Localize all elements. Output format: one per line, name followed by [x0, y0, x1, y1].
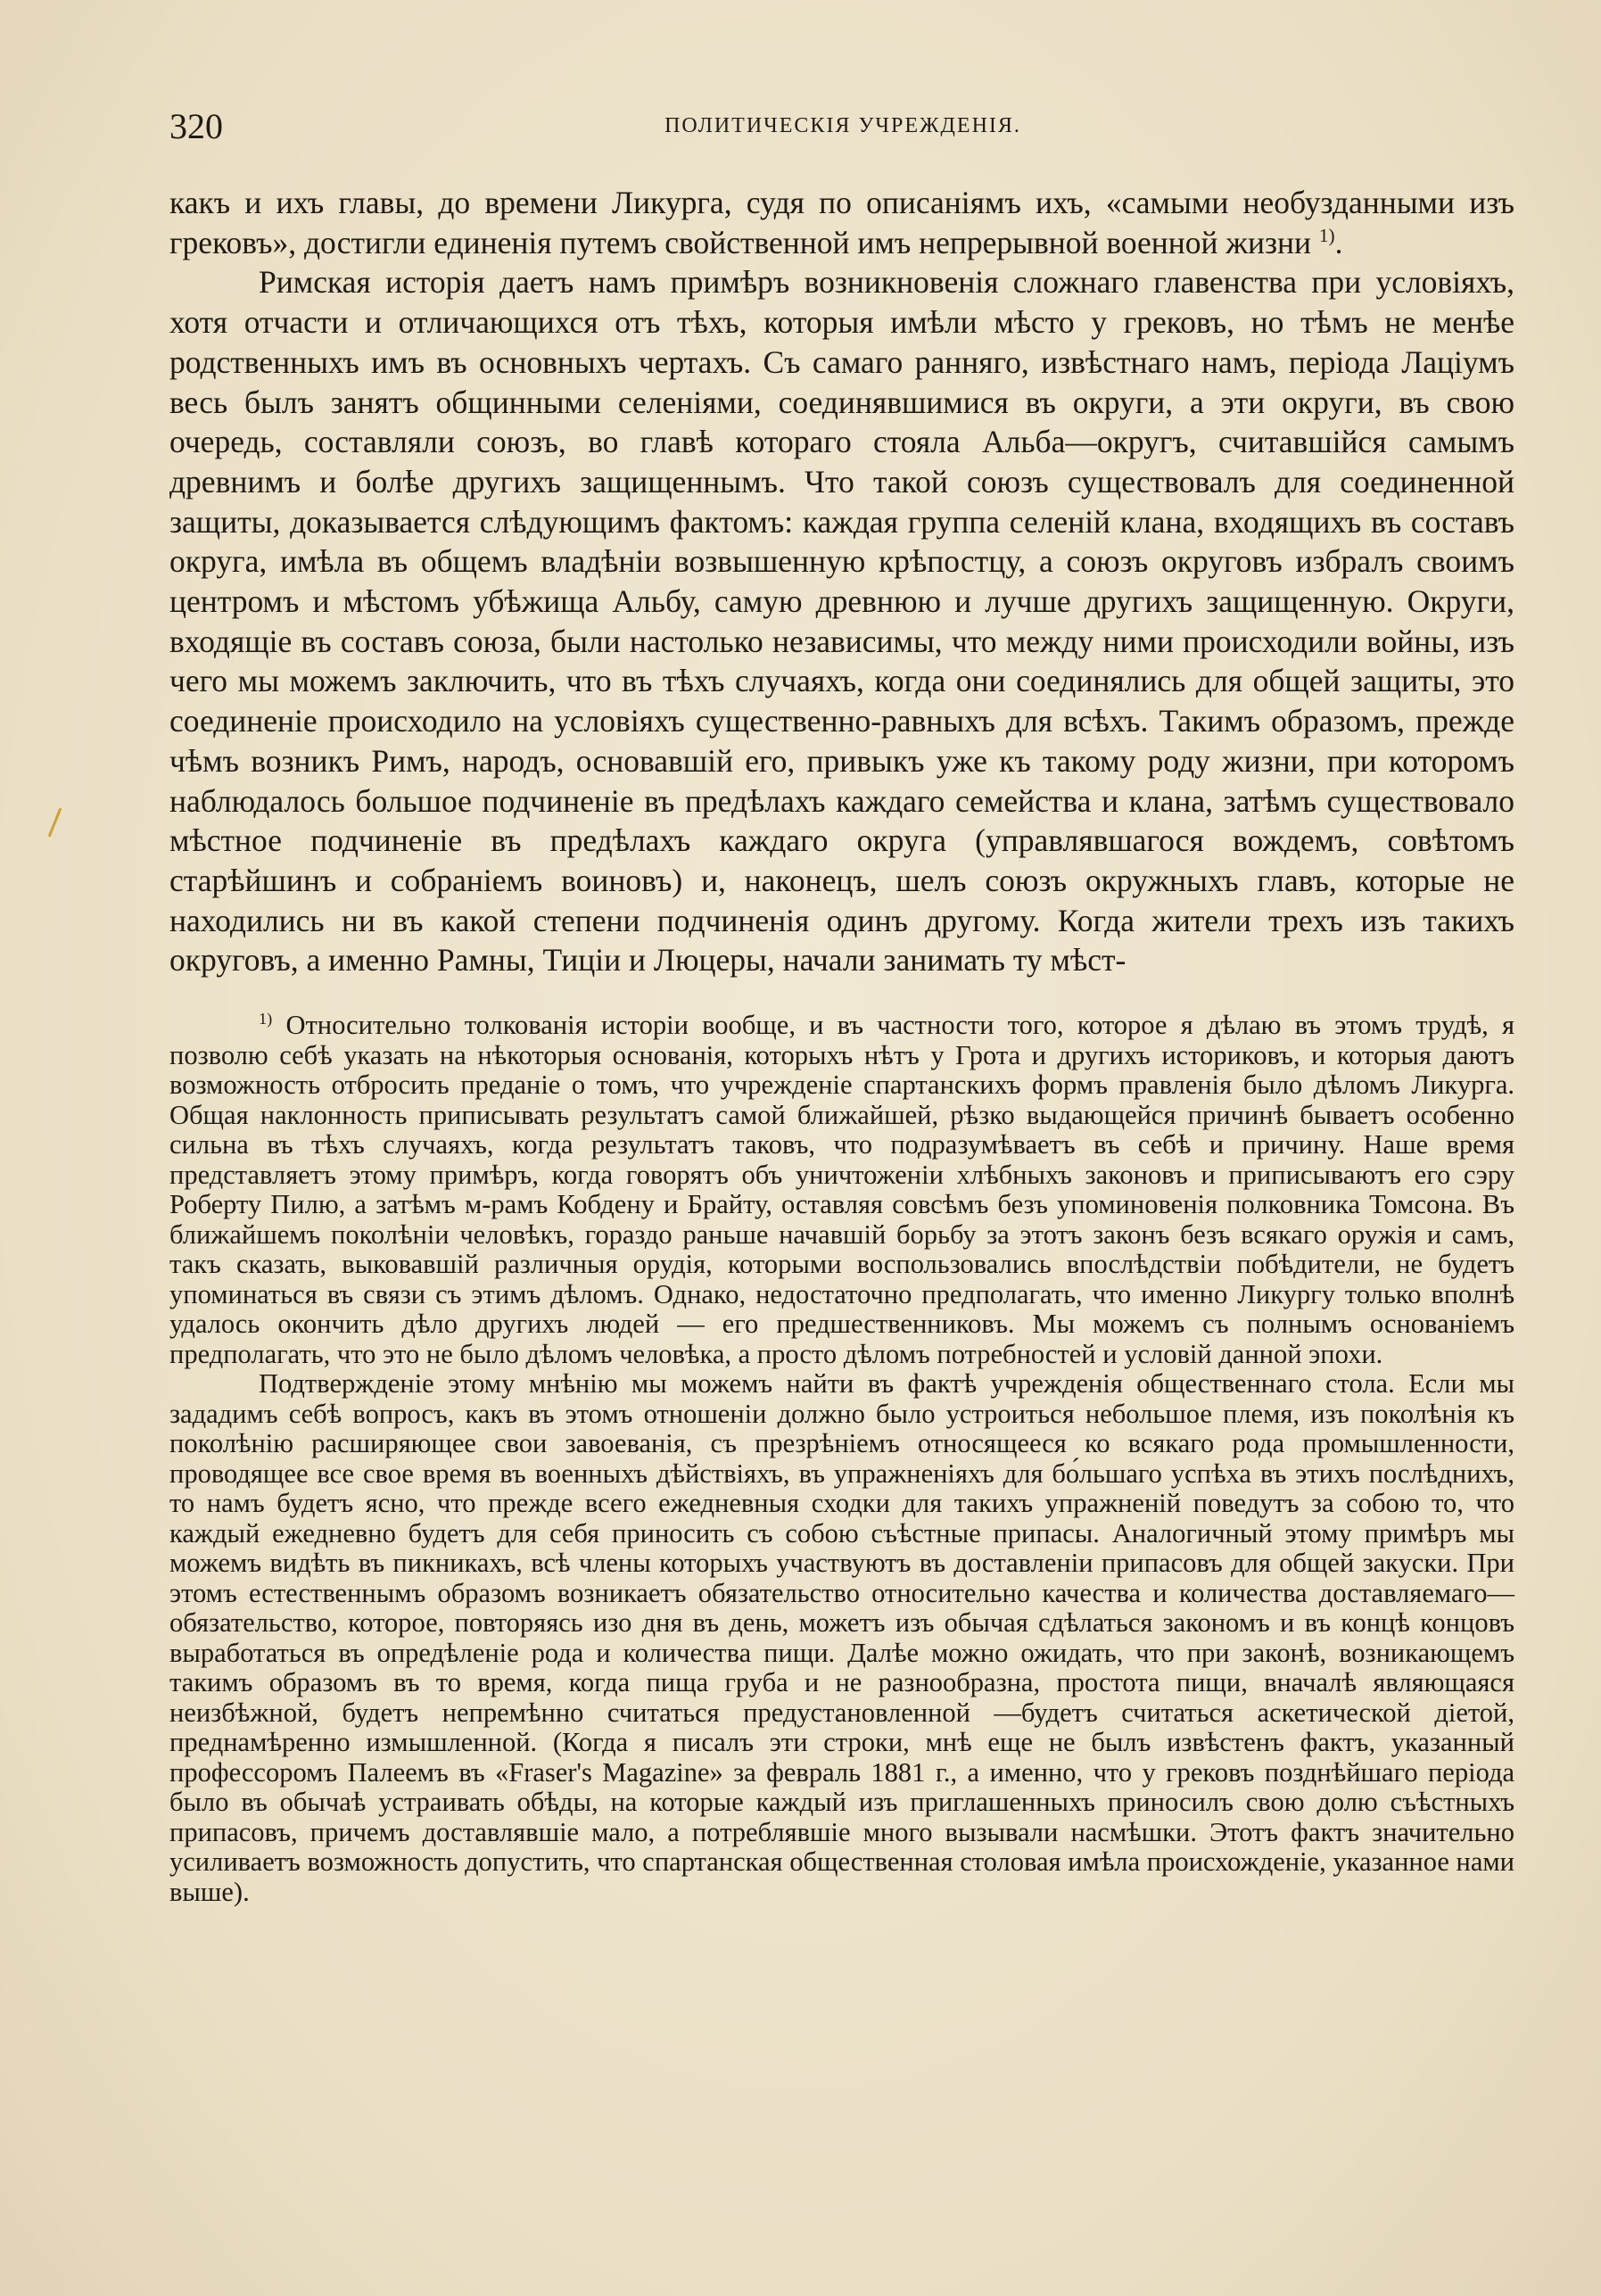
footnote-1-continuation: Подтвержденіе этому мнѣнію мы можемъ найти въ фактѣ учрежденія общественнаго стола. Если мы зададимъ себѣ вопросъ, какъ въ этомъ отношеніи должно было устроиться небольшое племя, изъ поколѣнія къ поколѣнію расширяющее свои завоеванія, съ презрѣніемъ относящееся ко всякаго рода промышленности, проводящее все свое время въ военныхъ дѣйствіяхъ, въ упражненіяхъ для бо́льшаго успѣха въ этихъ послѣднихъ, то намъ будетъ ясно, что прежде всего ежедневныя сходки для такихъ упражненій поведутъ за собою то, что каждый ежедневно будетъ для себя приносить съ собою съѣстные припасы. Аналогичный этому примѣръ мы можемъ видѣть въ пикникахъ, всѣ члены которыхъ участвуютъ въ доставленіи припасовъ для общей закуски. При этомъ естественнымъ образомъ возникаетъ обязательство относительно качества и количества доставляемаго—обязательство, которое, повторяясь изо дня въ день, можетъ изъ обычая сдѣлаться закономъ и въ концѣ концовъ выработаться въ опредѣленіе рода и количества пищи. Далѣе можно ожидать, что при законѣ, возникающемъ такимъ образомъ въ то время, когда пища груба и не разнообразна, простота пищи, вначалѣ являющаяся неизбѣжной, будетъ непремѣнно считаться предустановленной —будетъ считаться аскетической діетой, преднамѣренно измышленной. (Когда я писалъ эти строки, мнѣ еще не былъ извѣстенъ фактъ, указанный профессоромъ Палеемъ въ «Fraser's Magazine» за февраль 1881 г., а именно, что у грековъ позднѣйшаго періода было въ обычаѣ устраивать обѣды, на которые каждый изъ приглашенныхъ приносилъ свою долю съѣстныхъ припасовъ, причемъ доставлявшіе мало, а потреблявшіе много вызывали насмѣшки. Этотъ фактъ значительно усиливаетъ возможность допустить, что спартанская общественная столовая имѣла происхожденіе, указанное нами выше).	[169, 1368, 1514, 1907]
footnotes	[169, 1011, 1514, 1907]
running-title: ПОЛИТИЧЕСКІЯ УЧРЕЖДЕНІЯ.	[664, 114, 1021, 137]
footnote-ref: 1)	[1318, 224, 1335, 246]
paragraph-continuation: какъ и ихъ главы, до времени Ликурга, судя по описаніямъ ихъ, «самыми необузданными изъ грековъ», достигли единенія путемъ свойственной имъ непрерывной военной жизни $^{1)}$.	[169, 185, 1514, 260]
page-number: 320	[169, 106, 223, 146]
footnote-marker: 1)	[259, 1009, 273, 1028]
paragraph-2: Римская исторія даетъ намъ примѣръ возникновенія сложнаго главенства при условіяхъ, хотя отчасти и отличающихся отъ тѣхъ, которыя имѣли мѣсто у грековъ, но тѣмъ не менѣе родственныхъ имъ въ основныхъ чертахъ. Съ самаго ранняго, извѣстнаго намъ, періода Лаціумъ весь былъ занятъ общинными селеніями, соединявшимися въ округи, а эти округи, въ свою очередь, составляли союзъ, во главѣ котораго стояла Альба—округъ, считавшійся самымъ древнимъ и болѣе другихъ защищеннымъ. Что такой союзъ существовалъ для соединенной защиты, доказывается слѣдующимъ фактомъ: каждая группа селеній клана, входящихъ въ составъ округа, имѣла въ общемъ владѣніи возвышенную крѣпостцу, а союзъ округовъ избралъ своимъ центромъ и мѣстомъ убѣжища Альбу, самую древнюю и лучше другихъ защищенную. Округи, входящіе въ составъ союза, были настолько независимы, что между ними происходили войны, изъ чего мы можемъ заключить, что въ тѣхъ случаяхъ, когда они соединялись для общей защиты, это соединеніе происходило на условіяхъ существенно-равныхъ для всѣхъ. Такимъ образомъ, прежде чѣмъ возникъ Римъ, народъ, основавшій его, привыкъ уже къ такому роду жизни, при которомъ наблюдалось большое подчиненіе въ предѣлахъ каждаго семейства и клана, затѣмъ существовало мѣстное подчиненіе въ предѣлахъ каждаго округа (управлявшагося вождемъ, совѣтомъ старѣйшинъ и собраніемъ воиновъ) и, наконецъ, шелъ союзъ окружныхъ главъ, которые не находились ни въ какой степени подчиненія одинъ другому. Когда жители трехъ изъ такихъ округовъ, а именно Рамны, Тиціи и Люцеры, начали занимать ту мѣст-	[169, 264, 1514, 979]
paragraph-1-text: какъ и ихъ главы, до времени Ликурга, судя по описаніямъ ихъ, «самыми необузданными изъ грековъ», достигли единенія путемъ свойственной имъ непрерывной военной жизни	[169, 185, 1514, 260]
main-text	[169, 183, 1514, 980]
margin-pencil-mark	[48, 808, 62, 838]
page-header	[169, 105, 1516, 150]
footnote-1	[169, 1011, 1514, 1369]
footnote-1-text: Относительно толкованія исторіи вообще, и въ частности того, которое я дѣлаю въ этомъ трудѣ, я позволю себѣ указать на нѣкоторыя основанія, которыхъ нѣтъ у Грота и другихъ историковъ, и которыя даютъ возможность отбросить преданіе о томъ, что учрежденіе спартанскихъ формъ правленія было дѣломъ Ликурга. Общая наклонность приписывать результатъ самой ближайшей, рѣзко выдающейся причинѣ бываетъ особенно сильна въ тѣхъ случаяхъ, когда результатъ таковъ, что подразумѣваетъ въ себѣ и причину. Наше время представляетъ этому примѣръ, когда говорятъ объ уничтоженіи хлѣбныхъ законовъ и приписываютъ его сэру Роберту Пилю, а затѣмъ м-рамъ Кобдену и Брайту, оставляя совсѣмъ безъ упоминовенія полковника Томсона. Въ ближайшемъ поколѣніи человѣкъ, гораздо раньше начавшій борьбу за этотъ законъ безъ всякаго оружія и самъ, такъ сказать, выковавшій различныя орудія, которыми воспользовались впослѣдствіи побѣдители, не будетъ упоминаться въ связи съ этимъ дѣломъ. Однако, недостаточно предполагать, что именно Ликургу только вполнѣ удалось окончить дѣло другихъ людей — его предшественниковъ. Мы можемъ съ полнымъ основаніемъ предполагать, что это не было дѣломъ человѣка, а просто дѣломъ потребностей и условій данной эпохи.	[169, 1010, 1515, 1369]
